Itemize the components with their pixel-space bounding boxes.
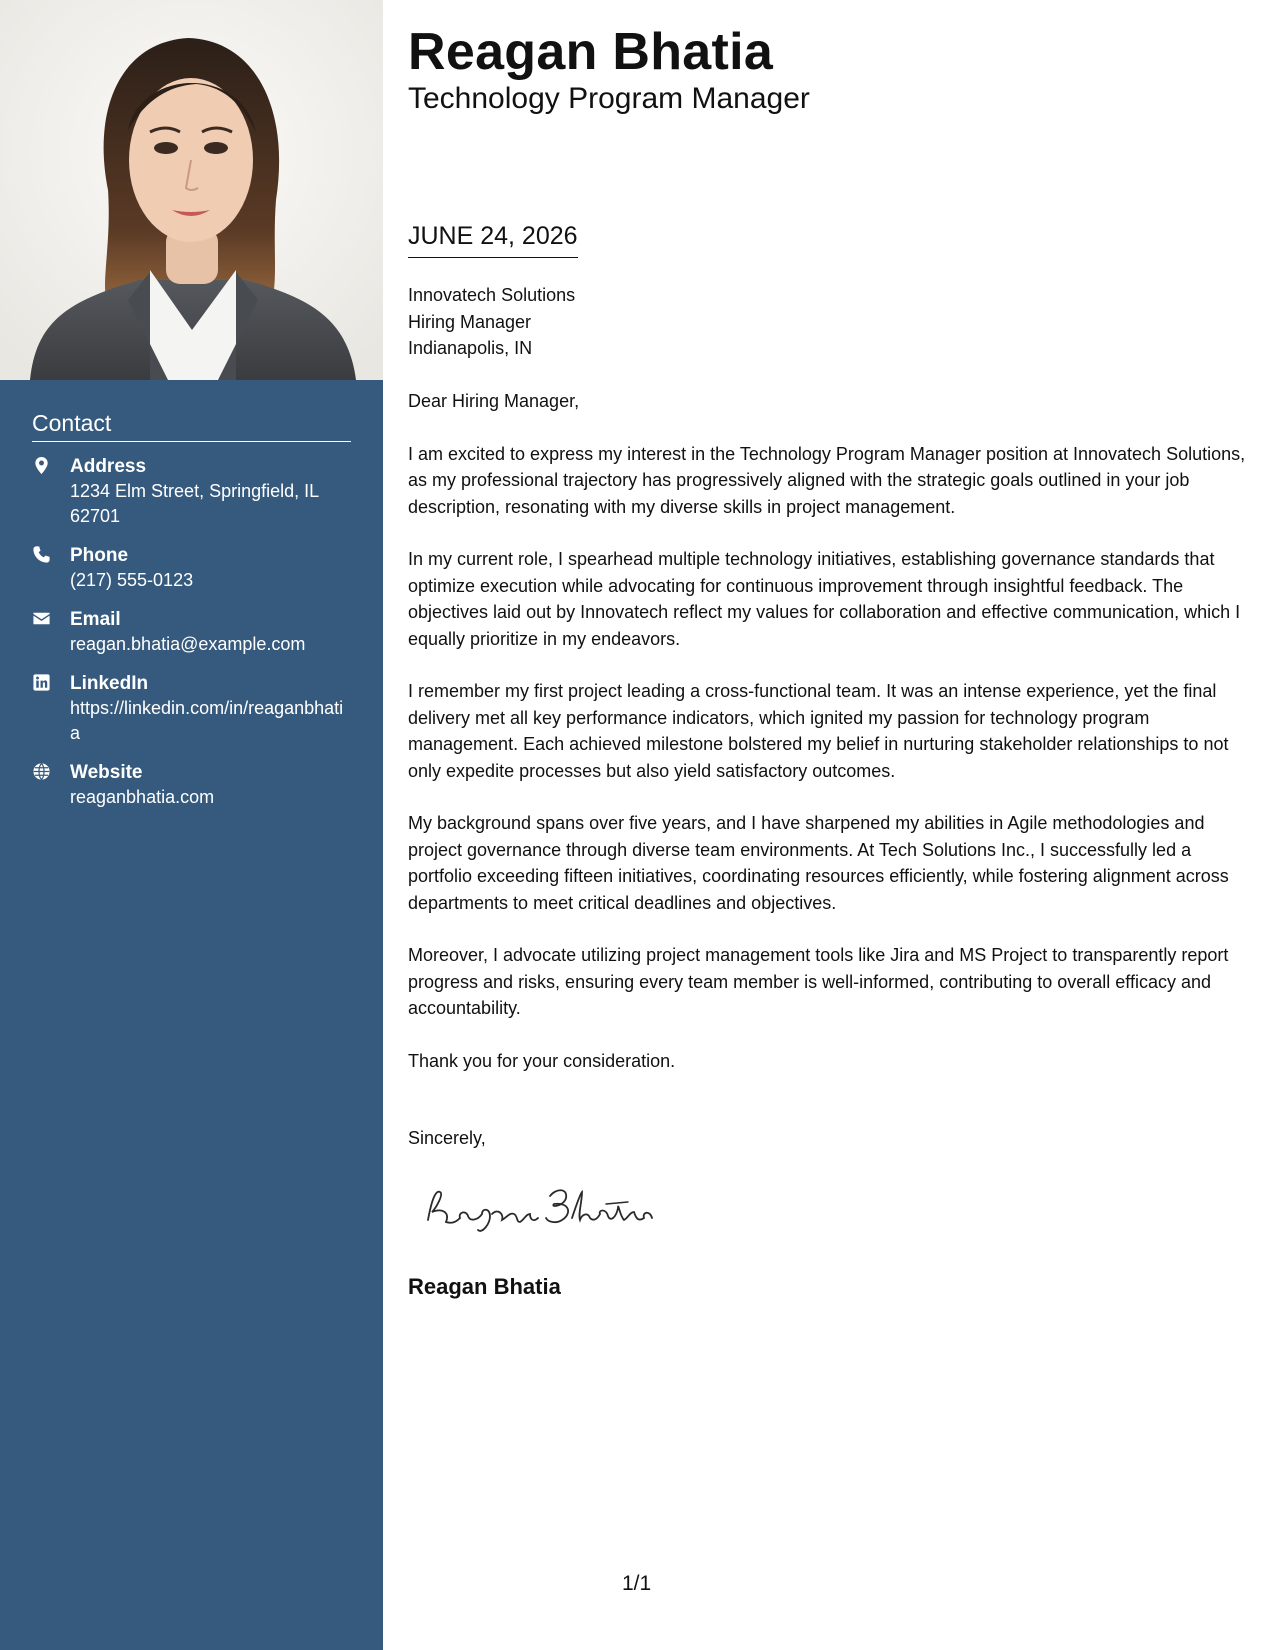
contact-heading: Contact xyxy=(32,410,351,442)
phone-label: Phone xyxy=(70,545,129,566)
salutation: Dear Hiring Manager, xyxy=(408,391,580,411)
address-value: 1234 Elm Street, Springfield, IL 62701 xyxy=(70,481,319,526)
contact-section xyxy=(32,410,351,824)
body-paragraph: My background spans over five years, and I have sharpened my abilities in Agile methodologies and project governance through diverse team environments. At Tech Solutions Inc., I successfully led a portfolio exceeding fifteen initiatives, coordinating resources efficiently, while fostering alignment across departments to meet critical deadlines and objectives. xyxy=(408,813,1229,913)
phone-icon xyxy=(32,543,70,593)
profile-photo xyxy=(0,0,383,380)
address-label: Address xyxy=(70,456,147,477)
map-pin-icon xyxy=(32,454,70,529)
recipient-role: Hiring Manager xyxy=(408,311,532,332)
linkedin-value[interactable]: https://linkedin.com/in/reaganbhatia xyxy=(70,698,344,743)
applicant-name: Reagan Bhatia xyxy=(408,23,774,81)
contact-item-email xyxy=(32,607,351,657)
letter-body xyxy=(408,388,1248,1100)
linkedin-label: LinkedIn xyxy=(70,673,149,694)
phone-value[interactable]: (217) 555-0123 xyxy=(70,570,194,590)
website-label: Website xyxy=(70,762,143,783)
handwritten-signature xyxy=(422,1178,662,1243)
body-paragraph: I am excited to express my interest in the Technology Program Manager position at Innovatech Solutions, as my professional trajectory has progressively aligned with the strategic goals outlined in your job description, resonating with my diverse skills in project management. xyxy=(408,443,1246,517)
body-paragraph: Moreover, I advocate utilizing project management tools like Jira and MS Project to transparently report progress and risks, ensuring every team member is well-informed, contributing to overall efficacy and accountability. xyxy=(408,945,1229,1018)
recipient-location: Indianapolis, IN xyxy=(408,338,533,358)
sidebar xyxy=(0,0,383,1650)
email-value[interactable]: reagan.bhatia@example.com xyxy=(70,634,306,654)
closing: Sincerely, xyxy=(408,1128,486,1148)
thank-you-line: Thank you for your consideration. xyxy=(408,1050,676,1071)
envelope-icon xyxy=(32,607,70,657)
body-paragraph: In my current role, I spearhead multiple technology initiatives, establishing governance standards that optimize execution while advocating for continuous improvement through insightful feedback. The objectives laid out by Innovatech reflect my values for collaboration and effective communication, which I equally prioritize in my endeavors. xyxy=(408,549,1241,649)
contact-item-website xyxy=(32,760,351,810)
contact-item-address xyxy=(32,454,351,529)
linkedin-icon xyxy=(32,671,70,746)
body-paragraph: I remember my first project leading a cross-functional team. It was an intense experience, yet the final delivery met all key performance indicators, which ignited my passion for technology program management. Each achieved milestone bolstered my belief in nurturing stakeholder relationships to not only expedite processes but also yield satisfactory outcomes. xyxy=(408,681,1229,781)
recipient-block xyxy=(408,282,575,362)
contact-item-linkedin xyxy=(32,671,351,746)
letter-date: JUNE 24, 2026 xyxy=(408,222,578,258)
contact-item-phone xyxy=(32,543,351,593)
applicant-title: Technology Program Manager xyxy=(408,82,810,115)
globe-icon xyxy=(32,760,70,810)
email-label: Email xyxy=(70,609,121,630)
page-number: 1/1 xyxy=(622,1572,652,1595)
portrait-image xyxy=(0,0,383,380)
signer-name: Reagan Bhatia xyxy=(408,1274,561,1299)
signature-image xyxy=(422,1178,662,1238)
recipient-company: Innovatech Solutions xyxy=(408,285,576,305)
website-value[interactable]: reaganbhatia.com xyxy=(70,787,215,807)
